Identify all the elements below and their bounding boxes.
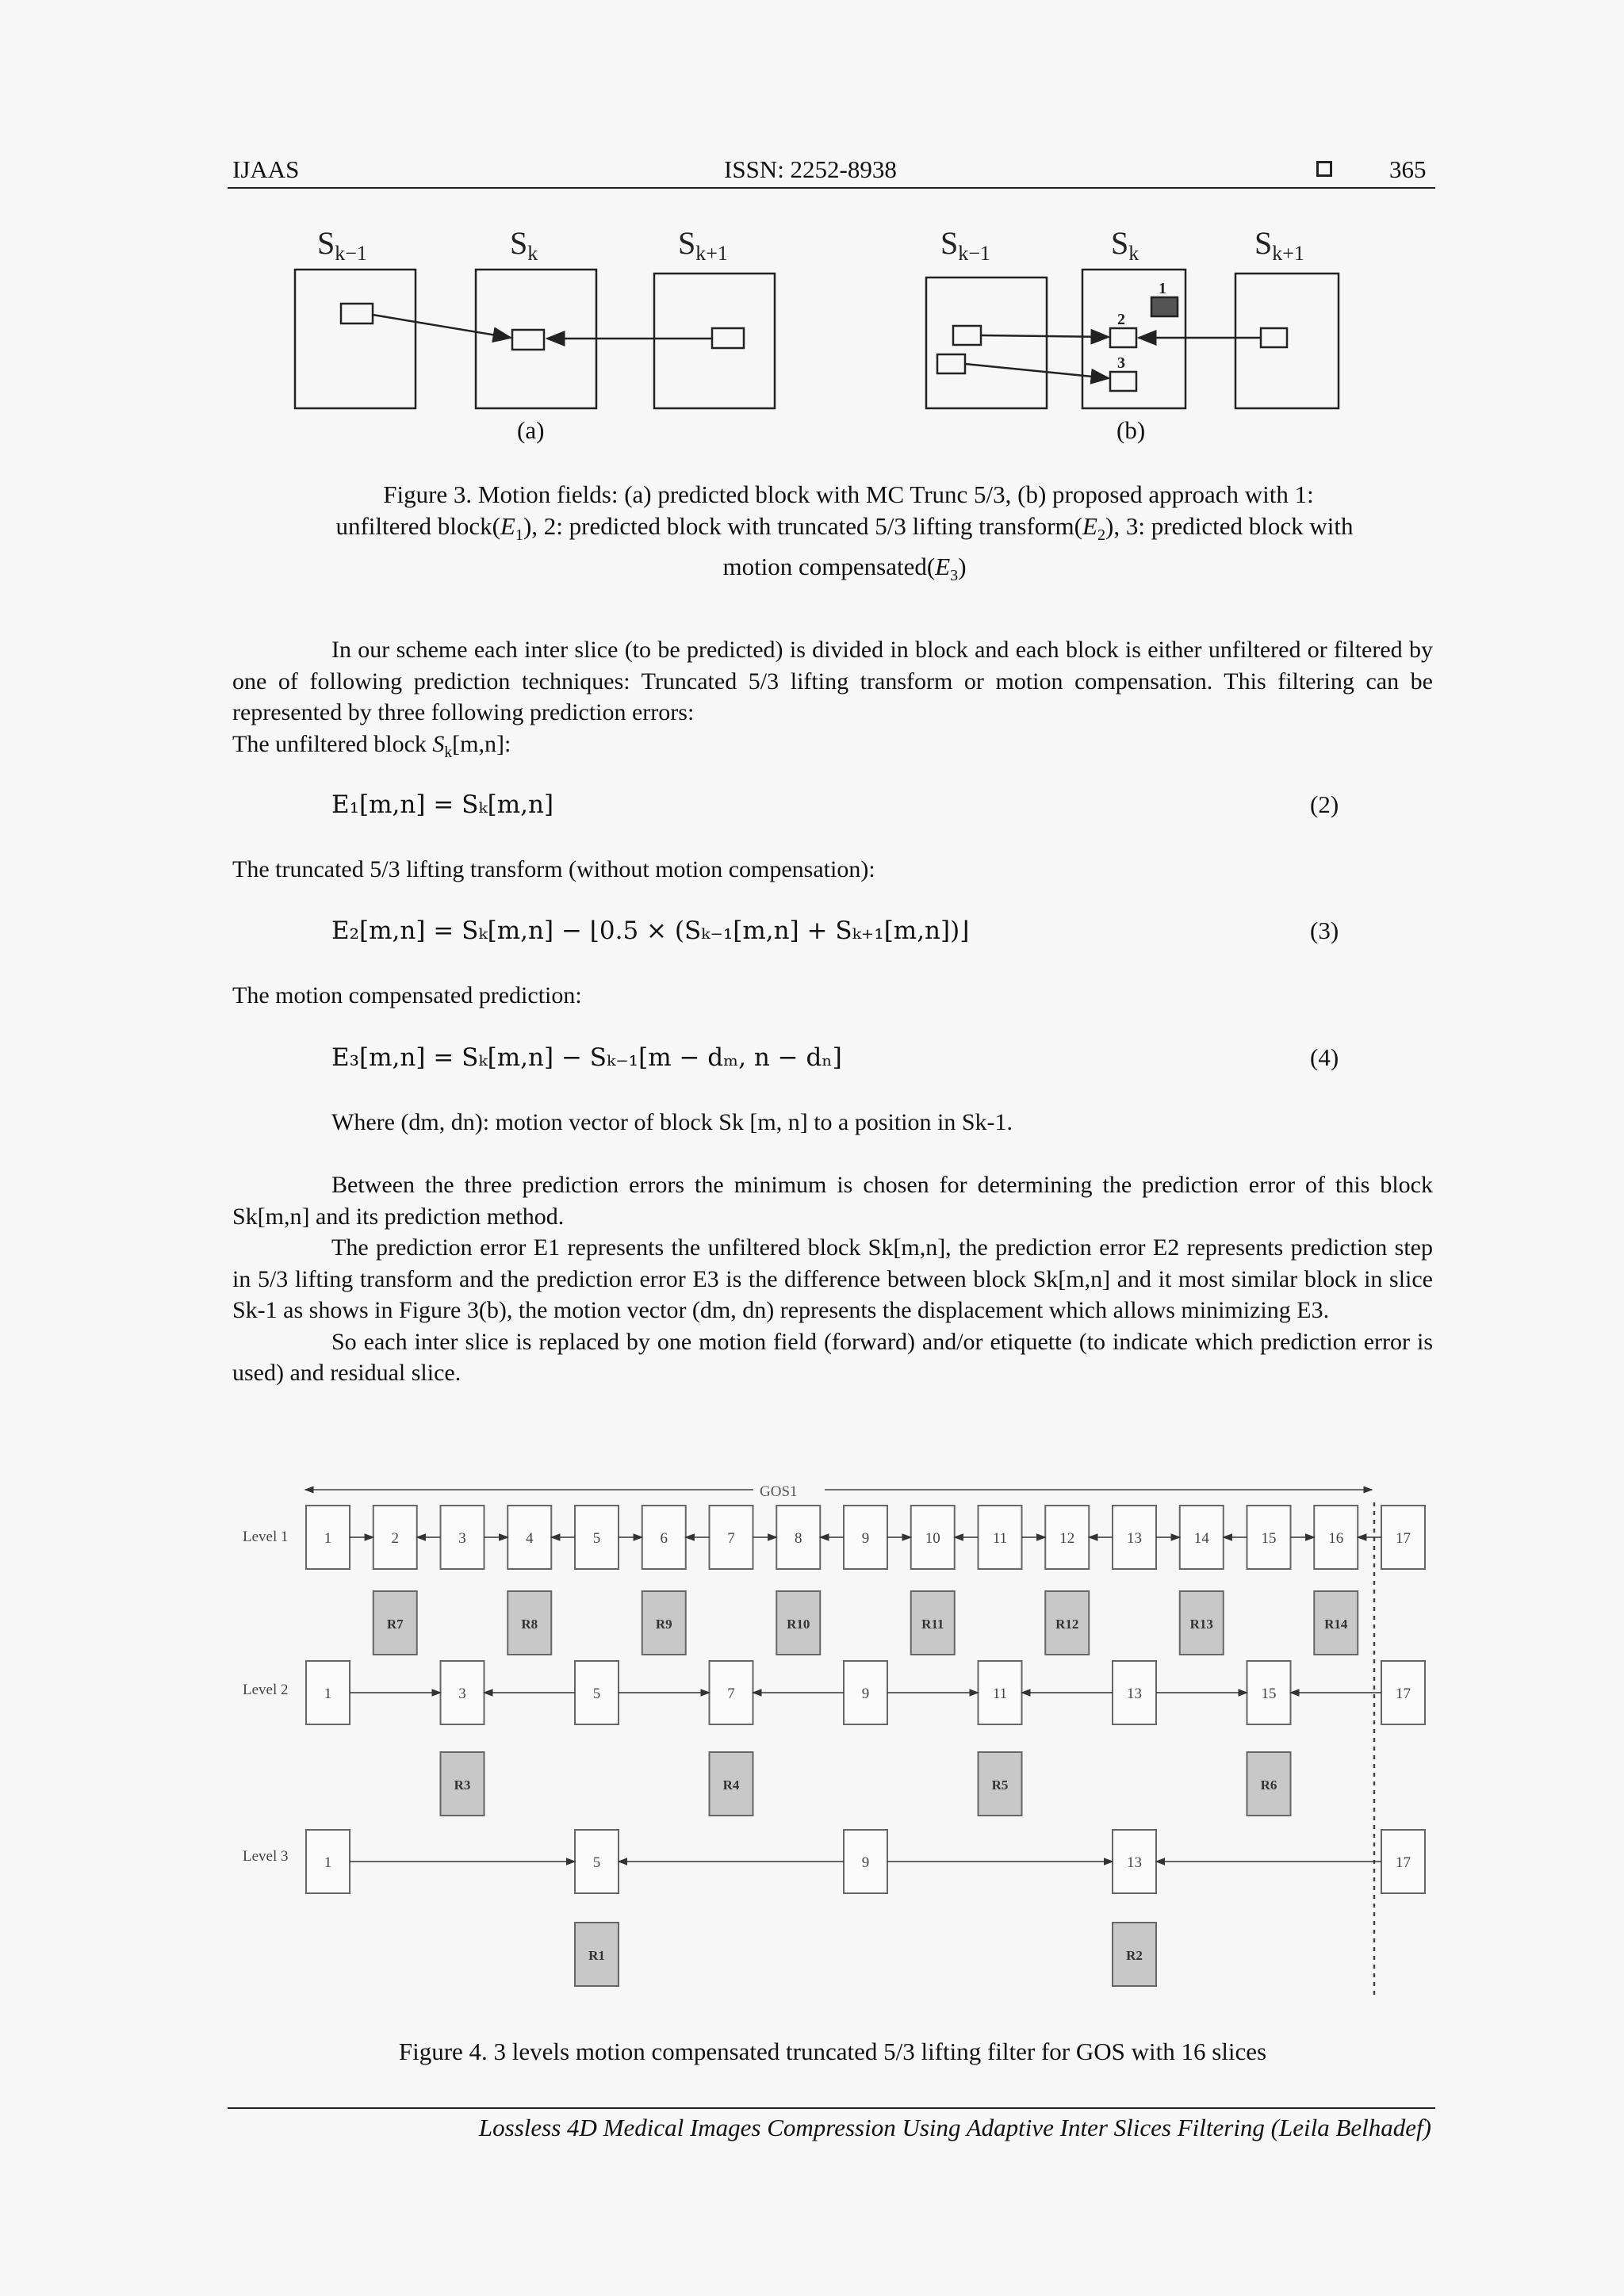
figure-4: [230, 1467, 1435, 2006]
header-rule: [228, 187, 1435, 189]
residual-R5-label: R5: [991, 1777, 1009, 1793]
label-b: (b): [1116, 416, 1146, 444]
residual-R7-label: R7: [386, 1617, 404, 1632]
residual-R8-label: R8: [521, 1617, 538, 1632]
figure-3-caption: Figure 3. Motion fields: (a) predicted block with MC Trunc 5/3, (b) proposed approach with 1: unfiltered $block(E_1)$, 2: predicted block with truncated 5/3 lifting $transform(E_2)$, 3: predicted block with motion $compensated(E_3)$: [335, 480, 1354, 585]
l1-slice-3-label: 3: [458, 1530, 466, 1547]
equation-4: E₃[m,n] = Sₖ[m,n] − Sₖ₋₁[m − dₘ, n − dₙ]: [331, 1043, 842, 1072]
residual-R3-label: R3: [454, 1777, 471, 1793]
svg-text:Sk+1: $S_{k+1}$: [1254, 225, 1304, 265]
l2-slice-5-label: 5: [592, 1686, 601, 1702]
residual-R11-label: R11: [921, 1617, 944, 1632]
l2-slice-17-label: 17: [1396, 1686, 1411, 1702]
l2-slice-3-label: 3: [458, 1686, 466, 1702]
slice-prev-b: [926, 277, 1047, 408]
paragraph-truncated: The truncated 5/3 lifting transform (without motion compensation):: [232, 856, 875, 882]
paragraph-intro: In our scheme each inter slice (to be predicted) is divided in block and each block is either unfiltered or filtered by one of following prediction techniques: Truncated 5/3 lifting transform or motion compensation. This filtering can be represented by three following prediction errors: The unfiltered block $S_k[m,n]$:: [232, 637, 1433, 761]
l2-slice-15-label: 15: [1261, 1686, 1277, 1702]
paragraph-body: Between the three prediction errors the minimum is chosen for determining the prediction error of this block Sk[m,n] and its prediction method. The prediction error E1 represents the unfiltered block Sk[m,n], the prediction error E2 represents prediction step in 5/3 lifting transform and the prediction error E3 is the difference between block Sk[m,n] and it most similar block in slice Sk-1 as shows in Figure 3(b), the motion vector (dm, dn) represents the displacement which allows minimizing E3. So each inter slice is replaced by one motion field (forward) and/or etiquette (to indicate which prediction error is used) and residual slice.: [232, 1172, 1433, 1386]
paragraph-motion: The motion compensated prediction:: [232, 982, 582, 1008]
l1-slice-1-label: 1: [324, 1530, 332, 1547]
l2-slice-11-label: 11: [992, 1686, 1008, 1702]
l1-slice-10-label: 10: [925, 1530, 940, 1547]
l1-slice-7-label: 7: [727, 1530, 735, 1547]
footer-text: Lossless 4D Medical Images Compression Using Adaptive Inter Slices Filtering (Leila Belhadef): [478, 2114, 1431, 2141]
residual-R6-label: R6: [1260, 1777, 1277, 1793]
slice-prev-a: [295, 270, 416, 408]
residual-R4-label: R4: [722, 1777, 740, 1793]
l1-slice-9-label: 9: [861, 1530, 870, 1547]
l2-slice-7-label: 7: [727, 1686, 735, 1702]
footer-rule: [228, 2107, 1435, 2109]
l3-slice-9-label: 9: [861, 1854, 870, 1871]
slice-cur-b: [1082, 270, 1185, 408]
residual-R9-label: R9: [655, 1617, 672, 1632]
l1-slice-13-label: 13: [1127, 1530, 1142, 1547]
paragraph-where: Where (dm, dn): motion vector of block Sk [m, n] to a position in Sk-1.: [331, 1109, 1013, 1135]
svg-text:3: 3: [1117, 354, 1125, 372]
level-2-label: Level 2: [243, 1682, 289, 1698]
residual-R2-label: R2: [1126, 1948, 1143, 1963]
figure-3: [285, 218, 1364, 456]
svg-text:2: 2: [1117, 311, 1125, 328]
figure-4-caption: Figure 4. 3 levels motion compensated truncated 5/3 lifting filter for GOS with 16 slices: [398, 2038, 1267, 2065]
label-a: (a): [517, 416, 545, 444]
equation-2: E₁[m,n] = Sₖ[m,n]: [331, 790, 554, 819]
svg-text:Sk−1: $S_{k-1}$: [317, 225, 367, 265]
issn: ISSN: 2252-8938: [724, 155, 897, 183]
level-1-label: Level 1: [243, 1529, 289, 1545]
slice-next-a: [654, 274, 775, 408]
equation-3-number: (3): [1310, 916, 1339, 944]
l1-slice-4-label: 4: [526, 1530, 534, 1547]
l1-slice-14-label: 14: [1193, 1530, 1209, 1547]
l3-slice-13-label: 13: [1127, 1854, 1142, 1871]
equation-3: E₂[m,n] = Sₖ[m,n] − ⌊0.5 × (Sₖ₋₁[m,n] + Sₖ₊₁[m,n])⌋: [331, 916, 970, 945]
l1-slice-11-label: 11: [992, 1530, 1008, 1547]
level-3-label: Level 3: [243, 1848, 289, 1865]
svg-text:Sk: $S_k$: [1111, 225, 1139, 265]
gos-label: GOS1: [760, 1483, 798, 1500]
svg-text:Sk−1: $S_{k-1}$: [940, 225, 990, 265]
svg-text:Sk+1: $S_{k+1}$: [678, 225, 728, 265]
l1-slice-8-label: 8: [795, 1530, 802, 1547]
l2-slice-9-label: 9: [861, 1686, 870, 1702]
checkbox-square-icon: [1316, 161, 1332, 177]
l2-slice-1-label: 1: [324, 1686, 332, 1702]
l1-slice-12-label: 12: [1059, 1530, 1075, 1547]
l1-slice-17-label: 17: [1396, 1530, 1411, 1547]
page-number: 365: [1389, 155, 1427, 183]
equation-4-number: (4): [1310, 1043, 1339, 1071]
l3-slice-17-label: 17: [1396, 1854, 1411, 1871]
svg-text:Sk: $S_k$: [510, 225, 538, 265]
l1-slice-16-label: 16: [1328, 1530, 1344, 1547]
l3-slice-5-label: 5: [592, 1854, 601, 1871]
l1-slice-2-label: 2: [391, 1530, 399, 1547]
journal-name: IJAAS: [232, 155, 300, 183]
residual-R12-label: R12: [1055, 1617, 1079, 1632]
residual-R14-label: R14: [1324, 1617, 1348, 1632]
l2-slice-13-label: 13: [1127, 1686, 1142, 1702]
residual-R13-label: R13: [1189, 1617, 1213, 1632]
l3-slice-1-label: 1: [324, 1854, 332, 1871]
unfiltered-block: [1151, 297, 1178, 316]
l1-slice-15-label: 15: [1261, 1530, 1277, 1547]
residual-R10-label: R10: [787, 1617, 810, 1632]
residual-R1-label: R1: [588, 1948, 605, 1963]
equation-2-number: (2): [1310, 790, 1339, 818]
svg-text:1: 1: [1159, 280, 1166, 297]
l1-slice-5-label: 5: [592, 1530, 601, 1547]
l1-slice-6-label: 6: [660, 1530, 668, 1547]
